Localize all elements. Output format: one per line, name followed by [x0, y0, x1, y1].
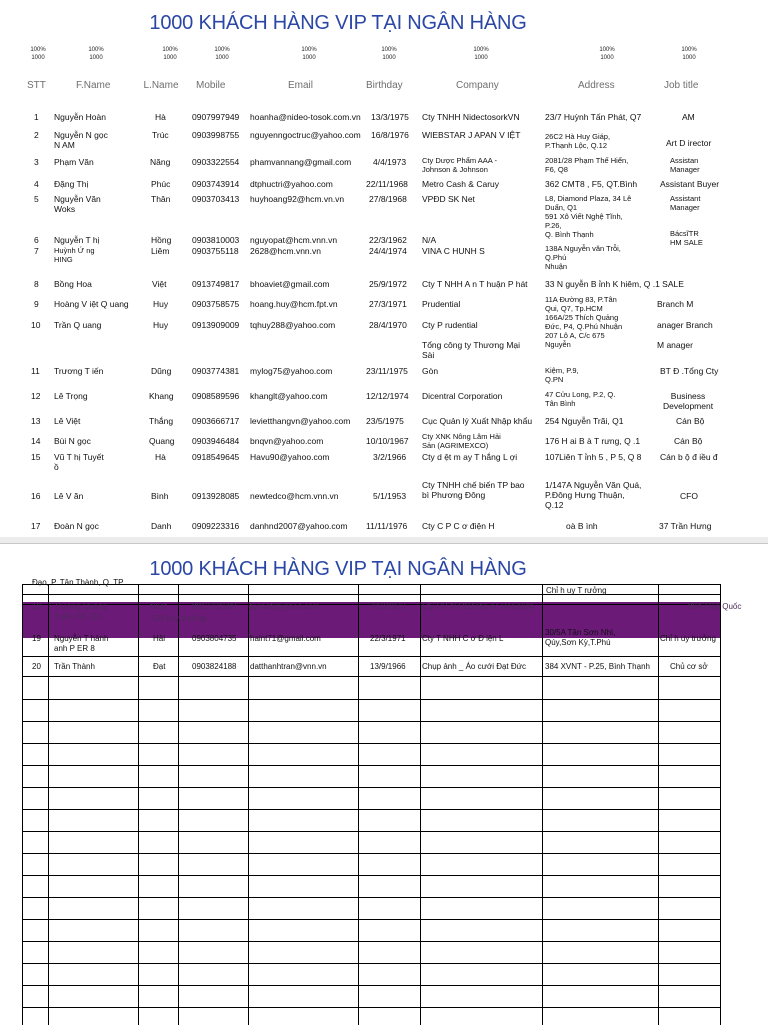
cell-email: phamvannang@gmail.com [250, 157, 352, 167]
cell-email: newtedco@hcm.vnn.vn [250, 491, 339, 501]
cell-fname: Phạm Văn [54, 157, 94, 167]
cell-mobile: 0913749817 [192, 279, 240, 289]
cell-address: 384 XVNT - P.25, Bình Thạnh [545, 662, 650, 671]
column-header-stt: STT [27, 80, 46, 91]
page-two [0, 543, 768, 1025]
cell-address: 1/147A Nguyễn Văn Quá, P.Đông Hưng Thuận, Q.12 [545, 480, 642, 510]
column-header-birthday: Birthday [366, 80, 403, 91]
cell-email: Havu90@yahoo.com [250, 452, 330, 462]
cell-email: tqnhat@yahoo.com [250, 602, 320, 611]
cell-address: 23/7 Huỳnh Tấn Phát, Q7 [545, 112, 642, 122]
cell-job-title: Cán b ộ đ iều đ [660, 452, 718, 462]
overflow-job-text: Chỉ h uy T rưởng [546, 586, 607, 595]
cell-mobile: 0908589596 [192, 391, 240, 401]
cell-company: Cty TNHH NidectosorkVN [422, 112, 520, 122]
cell-birthday: 7/10/1973 [370, 602, 406, 611]
document-title: 1000 KHÁCH HÀNG VIP TẠI NGÂN HÀNG [149, 12, 527, 34]
cell-lname: Huy [153, 320, 169, 330]
cell-job-title: Assistant Buyer [660, 179, 720, 189]
cell-mobile: 0903774381 [192, 366, 240, 376]
cell-stt: 4 [34, 179, 39, 189]
cell-birthday: 13/3/1975 [371, 112, 409, 122]
cell-stt: 19 [32, 634, 41, 643]
cell-birthday: 24/4/1974 [369, 246, 407, 256]
cell-job-title: 37 Trần Hưng [659, 521, 712, 531]
cell-company: Metro Cash & Caruy [422, 179, 499, 189]
cell-company: WIEBSTAR J APAN V IỆT [422, 130, 521, 140]
cell-birthday: 23/11/1975 [366, 366, 408, 376]
cell-address: Đức, P4, Q.Phú Nhuận 207 Lô A, C/c 675 Nguyễn [545, 322, 623, 349]
cell-company: Gòn [422, 366, 439, 376]
overflow-address-text: Đạo, P. Tân Thành, Q. TP [32, 578, 124, 587]
cell-birthday: 11/11/1976 [366, 521, 408, 531]
cell-company: Cty CP XD KD Địa ốc Hòa Bình [422, 602, 535, 611]
cell-birthday: 3/2/1966 [373, 452, 407, 462]
cell-company: Prudential [422, 299, 461, 309]
cell-mobile: 0903824188 [192, 662, 237, 671]
cell-stt: 17 [31, 521, 41, 531]
cell-mobile: 0903755118 [192, 246, 239, 256]
cell-email: hoang.huy@hcm.fpt.vn [250, 299, 338, 309]
cell-stt: 20 [32, 662, 41, 671]
cell-company: Cty d ệt m ay T hắng L ợi [422, 452, 518, 462]
cell-lname: Phúc [151, 179, 171, 189]
cell-lname: Hải [153, 634, 166, 643]
cell-fname: Nguyễn T hành anh P ER 8 [54, 634, 109, 653]
column-header-job-title: Job title [664, 80, 699, 91]
cell-mobile: 0909223316 [192, 521, 240, 531]
cell-company: Cty Dược Phẩm AAA - Johnson & Johnson [422, 156, 497, 174]
cell-fname: Hoàng V iệt Q uang [54, 299, 129, 309]
cell-company: Cty P rudential Tổng công ty Thương Mại Sài [422, 320, 521, 360]
cell-lname: Huy [153, 299, 169, 309]
cell-stt: 15 [31, 452, 41, 462]
column-header-fname: F.Name [76, 80, 111, 91]
cell-email: 2628@hcm.vnn.vn [250, 246, 322, 256]
cell-stt: 8 [34, 279, 39, 289]
cell-fname: Trương T iến [54, 366, 104, 376]
cell-birthday: 4/4/1973 [373, 157, 407, 167]
cell-address: Kiệm, P.9, Q.PN [545, 366, 579, 384]
percent-marker: 100% 1000 [301, 47, 317, 61]
column-header-company: Company [456, 80, 499, 91]
cell-company: Cty T NHH C ơ Đ iện L [422, 634, 504, 643]
cell-email: hoanha@nideo-tosok.com.vn [250, 112, 361, 122]
cell-company: Chụp ảnh _ Áo cưới Đạt Đức [422, 662, 527, 671]
cell-mobile: 0907997949 [192, 112, 240, 122]
cell-birthday: 22/3/1971 [370, 634, 406, 643]
cell-job-title: Assistant Manager [670, 194, 701, 212]
cell-job-title: Cán Bộ [676, 416, 705, 426]
cell-birthday: 23/5/1975 [366, 416, 404, 426]
cell-address: 47 Cửu Long, P.2, Q. Tân Bình [545, 390, 616, 408]
cell-stt: 7 [34, 246, 39, 256]
cell-address: 107Liên T ỉnh 5 , P 5, Q 8 [545, 452, 642, 462]
cell-lname: Nhật [150, 602, 167, 611]
cell-email: datthanhtran@vnn.vn [250, 662, 327, 671]
cell-job-title: Chủ cơ sở [670, 662, 708, 671]
percent-marker: 100% 1000 [381, 47, 397, 61]
cell-address: 138A Nguyễn văn Trỗi, Q.Phú Nhuận [545, 244, 621, 271]
cell-job-title: AM [682, 112, 695, 122]
cell-address: 254 Nguyễn Trãi, Q1 [545, 416, 624, 426]
cell-stt: 12 [31, 391, 41, 401]
cell-company: Cty XNK Nông Lâm Hải Sản (AGRIMEXCO) [422, 432, 501, 450]
cell-address: 362 CMT8 , F5, QT.Bình [545, 179, 638, 189]
cell-fname: Đoàn N gọc [54, 521, 99, 531]
cell-fname: Nguyễn T hị [54, 235, 100, 245]
cell-address: 89A Trần Quốc [688, 602, 742, 611]
cell-company: Cty C P C ơ điện H [422, 521, 495, 531]
percent-marker: 100% 1000 [88, 47, 104, 61]
cell-stt: 18 [32, 602, 41, 611]
cell-mobile: 0903758575 [192, 299, 240, 309]
cell-fname: Trần Q uang [54, 320, 102, 330]
cell-birthday: 27/3/1971 [369, 299, 407, 309]
cell-company: Cty TNHH chế biến TP bao bì Phương Đông [422, 480, 525, 500]
percent-marker: 100% 1000 [30, 47, 46, 61]
cell-address: 30/5A Tân Sơn Nhì, Qúy,Sơn Kỳ,T.Phú [545, 628, 616, 647]
cell-fname: Huỳnh Ứ ng HING [54, 246, 95, 264]
cell-stt: 3 [34, 157, 39, 167]
cell-address: 33 N guyễn B ỉnh K hiêm, Q .1 SALE [545, 279, 684, 289]
cell-mobile: 0903666717 [192, 416, 240, 426]
cell-email: levietthangvn@yahoo.com [250, 416, 351, 426]
cell-stt: 1 [34, 112, 39, 122]
cell-birthday: 10/10/1967 [366, 436, 409, 446]
cell-company: Cục Quản lý Xuất Nhập khẩu [422, 416, 533, 426]
cell-stt: 5 [34, 194, 39, 204]
cell-job-title: anager Branch M anager [657, 320, 713, 350]
cell-lname: Dũng [151, 366, 172, 376]
cell-lname: Danh [151, 521, 172, 531]
cell-company: Cty T NHH A n T huận P hát [422, 279, 528, 289]
cell-lname: Hà [155, 452, 166, 462]
cell-lname: Quang [149, 436, 175, 446]
cell-stt: 2 [34, 130, 39, 140]
cell-lname: Trúc [152, 130, 169, 140]
cell-birthday: 25/9/1972 [369, 279, 407, 289]
cell-mobile: 0903810003 [192, 235, 240, 245]
cell-email: nguyenngoctruc@yahoo.com [250, 130, 361, 140]
cell-email: danhnd2007@yahoo.com [250, 521, 348, 531]
cell-email: bnqvn@yahoo.com [250, 436, 324, 446]
column-header-mobile: Mobile [196, 80, 226, 91]
cell-mobile: 0903998755 [192, 130, 240, 140]
cell-job-title: Chỉ huy trưởng [152, 614, 206, 623]
cell-company: Dicentral Corporation [422, 391, 503, 401]
percent-marker: 100% 1000 [681, 47, 697, 61]
cell-mobile: 0913909009 [192, 320, 240, 330]
cell-address: 176 H ai B à T rưng, Q .1 [545, 436, 641, 446]
column-header-lname: L.Name [143, 80, 179, 91]
cell-lname: Đạt [153, 662, 166, 671]
cell-mobile: 0903322554 [192, 157, 240, 167]
cell-job-title: Chỉ h uy trưởng [660, 634, 716, 643]
cell-lname: Khang [149, 391, 174, 401]
percent-marker: 100% 1000 [162, 47, 178, 61]
cell-email: bhoaviet@gmail.com [250, 279, 330, 289]
column-header-address: Address [578, 80, 615, 91]
cell-address: 11A Đường 83, P.Tân Qui, Q7, Tp.HCM 166A/25 Thích Quảng [545, 295, 619, 322]
document-title: 1000 KHÁCH HÀNG VIP TẠI NGÂN HÀNG [149, 558, 527, 580]
cell-email: haint71@gmail.com [250, 634, 321, 643]
cell-company: VINA C HUNH S [422, 246, 485, 256]
cell-birthday: 22/3/1962 [369, 235, 407, 245]
cell-mobile: 0903743914 [192, 179, 240, 189]
cell-stt: 13 [31, 416, 41, 426]
cell-address: 26C2 Hà Huy Giáp, P.Thạnh Lộc, Q.12 [545, 132, 611, 150]
cell-lname: Bình [151, 491, 169, 501]
cell-lname: Liêm [151, 246, 170, 256]
percent-marker: 100% 1000 [599, 47, 615, 61]
cell-job-title: Branch M [657, 299, 694, 309]
cell-fname: Nguyễn Hoàn [54, 112, 106, 122]
cell-stt: 11 [31, 366, 40, 376]
cell-address: L8, Diamond Plaza, 34 Lê Duẩn, Q1 591 Xô Viết Nghệ Tĩnh, P.26, Q. Bình Thạnh [545, 194, 632, 239]
cell-mobile: 0913731693 [192, 602, 237, 611]
cell-job-title: Cán Bộ [674, 436, 703, 446]
cell-lname: Năng [150, 157, 171, 167]
cell-email: mylog75@yahoo.com [250, 366, 333, 376]
cell-mobile: 0918549645 [192, 452, 240, 462]
column-header-email: Email [288, 80, 314, 91]
cell-job-title: BácsĩTR HM SALE [670, 229, 703, 247]
cell-email: tqhuy288@yahoo.com [250, 320, 336, 330]
cell-job-title: BT Đ .Tổng Cty [660, 366, 719, 376]
cell-fname: Bùi N gọc [54, 436, 91, 446]
cell-fname: Lê Trọng [54, 391, 88, 401]
cell-fname: Nguyễn N gọc N AM [54, 130, 108, 150]
cell-lname: Hà [155, 112, 166, 122]
cell-fname: Vũ T hị Tuyết ồ [54, 452, 104, 472]
cell-address: 2081/28 Phạm Thế Hiển, F6, Q8 [545, 156, 629, 174]
cell-mobile: 0913928085 [192, 491, 240, 501]
cell-stt: 14 [31, 436, 41, 446]
cell-birthday: 5/1/1953 [373, 491, 407, 501]
percent-marker: 100% 1000 [473, 47, 489, 61]
cell-lname: Thân [151, 194, 171, 204]
cell-email: khanglt@yahoo.com [250, 391, 328, 401]
cell-birthday: 16/8/1976 [371, 130, 409, 140]
cell-lname: Hồng [151, 235, 172, 245]
cell-stt: 9 [34, 299, 39, 309]
cell-birthday: 28/4/1970 [369, 320, 407, 330]
cell-birthday: 22/11/1968 [366, 179, 408, 189]
cell-fname: Lê V ăn [54, 491, 84, 501]
cell-company: VPĐD SK Net [422, 194, 475, 204]
cell-birthday: 27/8/1968 [369, 194, 407, 204]
cell-fname: Bồng Hoa [54, 279, 92, 289]
cell-job-title: Business Development [663, 391, 714, 411]
grid-table [22, 584, 721, 1025]
cell-job-title: Art D irector [666, 138, 712, 148]
cell-fname: Trần Thành [54, 662, 95, 671]
cell-lname: Việt [152, 279, 167, 289]
cell-job-title: CFO [680, 491, 698, 501]
cell-company: N/A [422, 235, 437, 245]
cell-fname: Lê Việt [54, 416, 81, 426]
cell-mobile: 0903804735 [192, 634, 237, 643]
cell-mobile: 0903703413 [192, 194, 240, 204]
cell-birthday: 12/12/1974 [366, 391, 409, 401]
cell-fname: Trương Quang Tuấn, F8, Q3 [54, 602, 107, 621]
cell-email: dtphuctri@yahoo.com [250, 179, 333, 189]
cell-fname: Nguyễn Văn Woks [54, 194, 101, 214]
cell-birthday: 13/9/1966 [370, 662, 406, 671]
cell-stt: 6 [34, 235, 39, 245]
cell-stt: 10 [31, 320, 41, 330]
cell-fname: Đặng Thị [54, 179, 89, 189]
cell-job-title: Assistan Manager [670, 156, 700, 174]
cell-email: nguyopat@hcm.vnn.vn [250, 235, 338, 245]
cell-email: huyhoang92@hcm.vn.vn [250, 194, 345, 204]
cell-mobile: 0903946484 [192, 436, 240, 446]
percent-marker: 100% 1000 [214, 47, 230, 61]
cell-lname: Thắng [149, 416, 174, 426]
cell-address: oà B ình [566, 521, 598, 531]
cell-stt: 16 [31, 491, 41, 501]
